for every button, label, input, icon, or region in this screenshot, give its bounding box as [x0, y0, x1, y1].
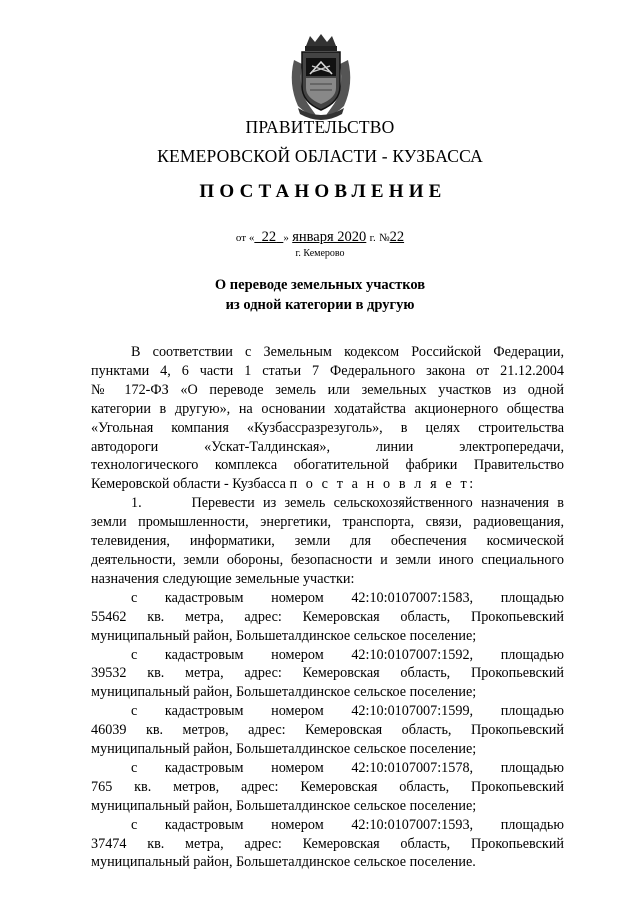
date-mid: »	[283, 232, 289, 244]
parcel-line: муниципальный район, Большеталдинское сельское поселение.	[91, 854, 476, 871]
intro-line: категории в другую», на основании ходатайства акционерного общества	[91, 400, 564, 417]
intro-line: В соответствии с Земельным кодексом Российской Федерации,	[131, 344, 564, 360]
city-name: г. Кемерово	[295, 248, 345, 259]
parcel-line: муниципальный район, Большеталдинское сельское поселение;	[91, 741, 477, 758]
document-number: 22	[389, 229, 405, 245]
parcel-line: муниципальный район, Большеталдинское сельское поселение;	[91, 627, 477, 644]
document-body	[91, 343, 564, 872]
date-month-year: января 2020	[292, 229, 367, 245]
document-subject	[0, 275, 640, 315]
date-line	[0, 229, 640, 246]
date-day: 22	[261, 229, 277, 245]
date-prefix: от «	[235, 232, 255, 244]
parcel-line: 765 кв. метров, адрес: Кемеровская область, Прокопьевский	[91, 778, 564, 795]
subject-line1: О переводе земельных участков	[214, 277, 426, 293]
intro-line: автодороги «Ускат-Талдинская», линии электропередачи,	[91, 438, 564, 455]
parcel-line: муниципальный район, Большеталдинское сельское поселение;	[91, 684, 477, 701]
item1-line: деятельности, земли обороны, безопасности и земли иного специального	[91, 551, 564, 568]
government-name-line2: КЕМЕРОВСКОЙ ОБЛАСТИ - КУЗБАССА	[157, 146, 483, 166]
parcel-line: с кадастровым номером 42:10:0107007:1592, площадью	[131, 646, 564, 663]
intro-line: Кемеровской области - Кузбасса п о с т а н о в л я е т:	[91, 476, 476, 493]
parcel-line: 55462 кв. метра, адрес: Кемеровская область, Прокопьевский	[91, 608, 564, 625]
item1-line: телевидения, информатики, земли для обеспечения космической	[91, 533, 564, 550]
item1-line: 1. Перевести из земель сельскохозяйственного назначения в	[131, 495, 564, 512]
parcel-line: с кадастровым номером 42:10:0107007:1593, площадью	[131, 816, 564, 833]
subject-line2: из одной категории в другую	[225, 297, 415, 313]
parcel-line: муниципальный район, Большеталдинское сельское поселение;	[91, 797, 477, 814]
government-name-line1: ПРАВИТЕЛЬСТВО	[245, 117, 395, 137]
date-year-suffix: г.	[369, 232, 376, 244]
document-type-title: ПОСТАНОВЛЕНИЕ	[199, 181, 447, 202]
parcel-line: с кадастровым номером 42:10:0107007:1578, площадью	[131, 759, 564, 776]
intro-line: пунктами 4, 6 части 1 статьи 7 Федерального закона от 21.12.2004	[91, 362, 564, 379]
intro-line: технологического комплекса обогатительной фабрики Правительство	[91, 457, 564, 474]
item1-line: земли промышленности, энергетики, транспорта, связи, радиовещания,	[91, 514, 564, 531]
parcel-line: 37474 кв. метра, адрес: Кемеровская область, Прокопьевский	[91, 835, 564, 852]
intro-line: № 172-ФЗ «О переводе земель или земельных участков из одной	[91, 381, 564, 398]
parcel-line: 46039 кв. метров, адрес: Кемеровская область, Прокопьевский	[91, 722, 564, 739]
intro-line: «Угольная компания «Кузбассразрезуголь», в целях строительства	[91, 419, 564, 436]
parcel-line: с кадастровым номером 42:10:0107007:1599, площадью	[131, 703, 564, 720]
item1-line: назначения следующие земельные участки:	[91, 570, 355, 587]
resolves-word: п о с т а н о в л я е т:	[289, 476, 476, 493]
coat-of-arms-icon	[288, 34, 354, 120]
number-prefix: №	[379, 232, 390, 244]
parcel-line: 39532 кв. метра, адрес: Кемеровская область, Прокопьевский	[91, 665, 564, 682]
parcel-line: с кадастровым номером 42:10:0107007:1583, площадью	[131, 589, 564, 606]
